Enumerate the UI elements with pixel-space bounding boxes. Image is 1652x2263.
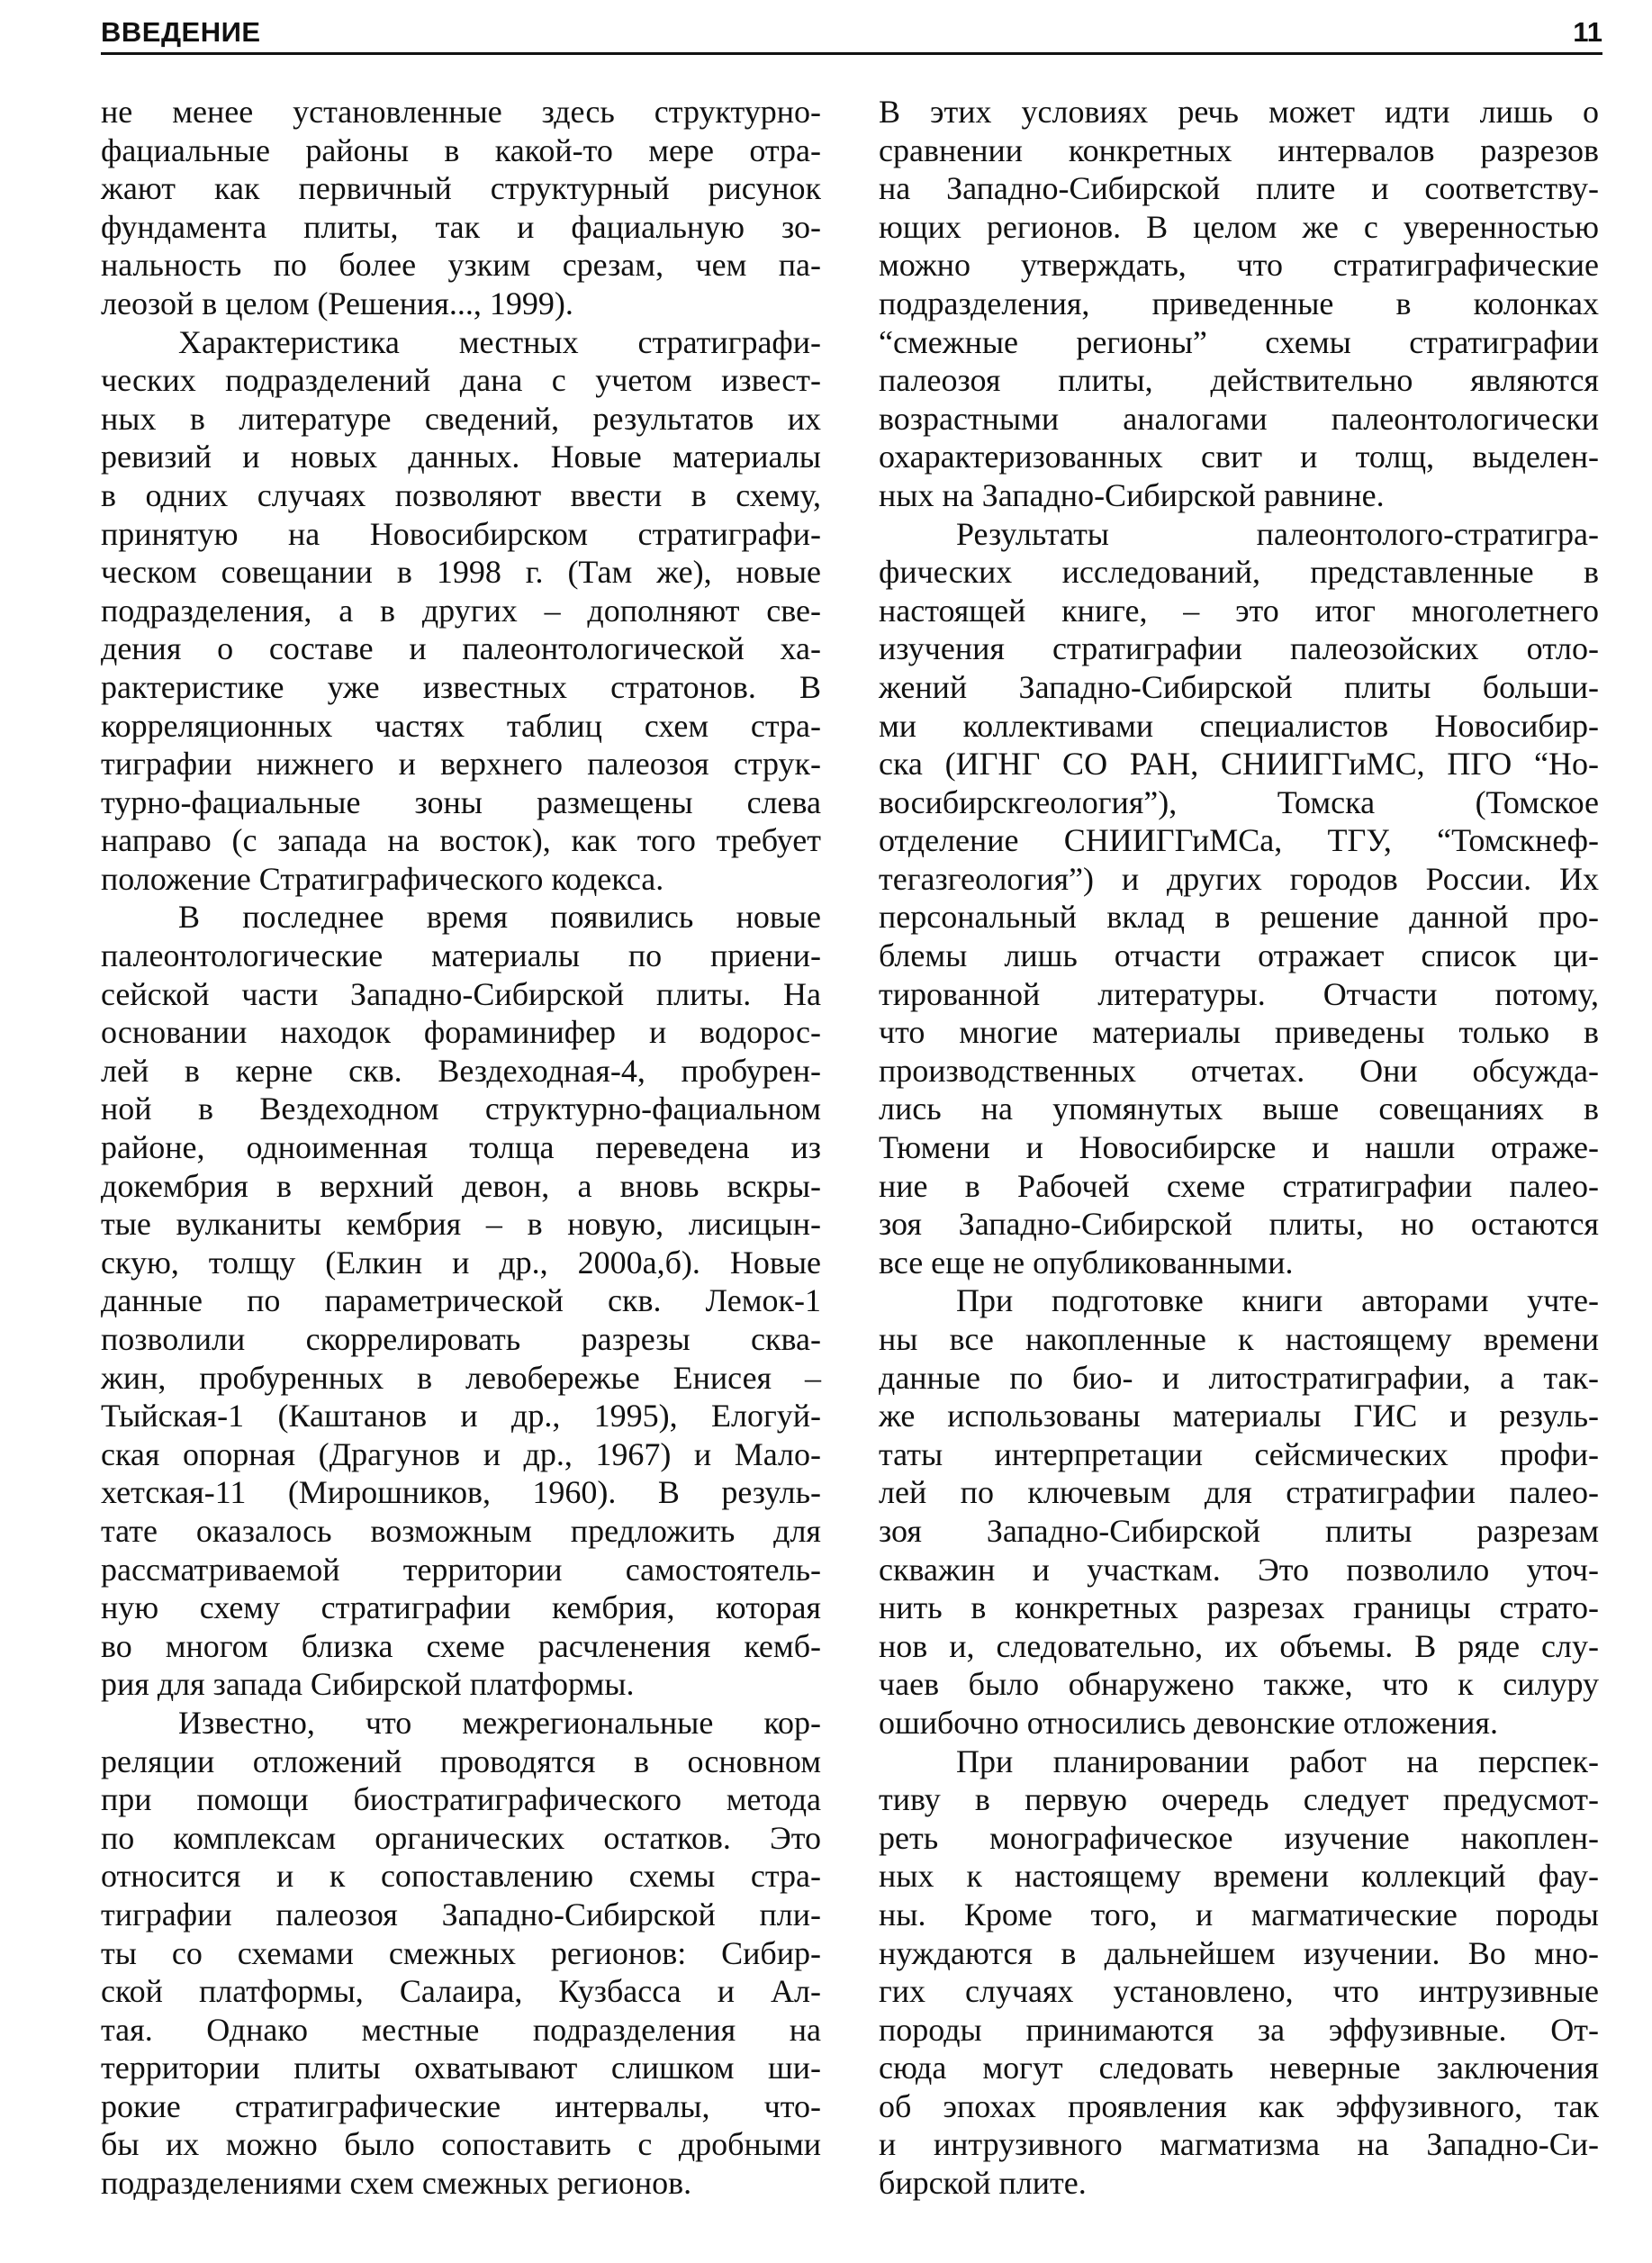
text-line: таты интерпретации сейсмических профи-	[879, 1435, 1599, 1472]
paragraph	[879, 93, 1599, 515]
text-line: ных в литературе сведений, результатов их	[101, 400, 821, 437]
text-line: ревизий и новых данных. Новые материалы	[101, 439, 821, 475]
text-line: при помощи биостратиграфического метода	[101, 1781, 821, 1818]
text-line: нить в конкретных разрезах границы страто-	[879, 1589, 1599, 1626]
text-line: подразделения, приведенные в колонках	[879, 285, 1599, 321]
text-line: не менее установленные здесь структурно-	[101, 94, 821, 130]
text-line: тегазгеология”) и других городов России. Их	[879, 860, 1599, 897]
paragraph	[879, 515, 1599, 1282]
text-line: тированной литературы. Отчасти потому,	[879, 975, 1599, 1012]
text-line: все еще не опубликованными.	[879, 1244, 1294, 1281]
text-line: лей по ключевым для стратиграфии палео-	[879, 1474, 1599, 1511]
text-line: ми коллективами специалистов Новосибир-	[879, 707, 1599, 744]
text-line: сравнении конкретных интервалов разрезов	[879, 131, 1599, 168]
text-line: направо (с запада на восток), как того требует	[101, 822, 821, 859]
text-line: сейской части Западно-Сибирской плиты. На	[101, 975, 821, 1012]
text-line: в одних случаях позволяют ввести в схему,	[101, 476, 821, 513]
text-line: тая. Однако местные подразделения на	[101, 2011, 821, 2048]
text-line: ческом совещании в 1998 г. (Там же), новые	[101, 554, 821, 591]
text-line: дения о составе и палеонтологической ха-	[101, 630, 821, 667]
text-line: фундамента плиты, так и фациальную зо-	[101, 208, 821, 245]
text-line: докембрия в верхний девон, а вновь вскры-	[101, 1167, 821, 1204]
text-line: персональный вклад в решение данной про-	[879, 899, 1599, 936]
text-line: При планировании работ на перспек-	[956, 1743, 1599, 1779]
text-line: скую, толщу (Елкин и др., 2000а,б). Новые	[101, 1244, 821, 1281]
text-line: жают как первичный структурный рисунок	[101, 170, 821, 207]
text-line: лись на упомянутых выше совещаниях в	[879, 1091, 1599, 1127]
text-line: ошибочно относились девонские отложения.	[879, 1704, 1498, 1741]
text-line: “смежные регионы” схемы стратиграфии	[879, 323, 1599, 360]
text-line: Характеристика местных стратиграфи-	[178, 323, 821, 360]
running-head	[101, 13, 1602, 55]
text-line: бирской плите.	[879, 2165, 1087, 2202]
text-line: тиграфии нижнего и верхнего палеозоя струк-	[101, 746, 821, 783]
text-line: жин, пробуренных в левобережье Енисея –	[101, 1359, 821, 1396]
text-line: ющих регионов. В целом же с уверенностью	[879, 208, 1599, 245]
text-line: можно утверждать, что стратиграфические	[879, 247, 1599, 284]
text-line: леозой в целом (Решения..., 1999).	[101, 285, 573, 321]
text-line: ных на Западно-Сибирской равнине.	[879, 476, 1385, 513]
text-line: данные по био- и литостратиграфии, а так-	[879, 1359, 1599, 1396]
text-line: тате оказалось возможным предложить для	[101, 1512, 821, 1549]
text-line: ны. Кроме того, и магматические породы	[879, 1896, 1599, 1933]
text-line: позволили скоррелировать разрезы сква-	[101, 1321, 821, 1357]
text-line: ную схему стратиграфии кембрия, которая	[101, 1589, 821, 1626]
text-line: ние в Рабочей схеме стратиграфии палео-	[879, 1167, 1599, 1204]
text-line: палеозоя плиты, действительно являются	[879, 362, 1599, 399]
text-line: ной в Вездеходном структурно-фациальном	[101, 1091, 821, 1127]
text-line: изучения стратиграфии палеозойских отло-	[879, 630, 1599, 667]
text-line: фических исследований, представленные в	[879, 554, 1599, 591]
text-line: основании находок фораминифер и водорос-	[101, 1014, 821, 1051]
text-line: Известно, что межрегиональные кор-	[178, 1704, 821, 1741]
text-line: зоя Западно-Сибирской плиты, но остаются	[879, 1206, 1599, 1243]
text-line: чаев было обнаружено также, что к силуру	[879, 1666, 1599, 1703]
text-line: реть монографическое изучение накоплен-	[879, 1819, 1599, 1856]
text-line: относится и к сопоставлению схемы стра-	[101, 1858, 821, 1895]
text-line: При подготовке книги авторами учте-	[956, 1282, 1599, 1319]
text-line: фациальные районы в какой-то мере отра-	[101, 131, 821, 168]
text-line: корреляционных частях таблиц схем стра-	[101, 707, 821, 744]
paragraph	[101, 323, 821, 899]
paragraph	[101, 898, 821, 1703]
paragraph	[879, 1743, 1599, 2203]
text-line: на Западно-Сибирской плите и соответству-	[879, 170, 1599, 207]
text-line: нов и, следовательно, их объемы. В ряде слу-	[879, 1627, 1599, 1664]
text-line: ны все накопленные к настоящему времени	[879, 1321, 1599, 1357]
text-line: ческих подразделений дана с учетом извест-	[101, 362, 821, 399]
text-line: что многие материалы приведены только в	[879, 1014, 1599, 1051]
text-line: во многом близка схеме расчленения кемб-	[101, 1627, 821, 1664]
text-line: тиву в первую очередь следует предусмот-	[879, 1781, 1599, 1818]
text-line: скважин и участкам. Это позволило уточ-	[879, 1551, 1599, 1588]
page-number: 11	[1573, 16, 1602, 48]
text-line: Тюмени и Новосибирске и нашли отраже-	[879, 1129, 1599, 1166]
text-line: подразделениями схем смежных регионов.	[101, 2165, 692, 2202]
text-line: рия для запада Сибирской платформы.	[101, 1666, 635, 1703]
text-line: и интрузивного магматизма на Западно-Си-	[879, 2126, 1599, 2163]
text-line: настоящей книге, – это итог многолетнего	[879, 592, 1599, 629]
text-line: ской платформы, Салаира, Кузбасса и Ал-	[101, 1973, 821, 2010]
text-line: сюда могут следовать неверные заключения	[879, 2050, 1599, 2086]
text-line: нальность по более узким срезам, чем па-	[101, 247, 821, 284]
text-line: рокие стратиграфические интервалы, что-	[101, 2087, 821, 2124]
text-line: подразделения, а в других – дополняют све-	[101, 592, 821, 629]
text-line: охарактеризованных свит и толщ, выделен-	[879, 439, 1599, 475]
text-line: тые вулканиты кембрия – в новую, лисицын-	[101, 1206, 821, 1243]
text-line: породы принимаются за эффузивные. От-	[879, 2011, 1599, 2048]
text-line: же использованы материалы ГИС и резуль-	[879, 1398, 1599, 1435]
text-line: данные по параметрической скв. Лемок-1	[101, 1282, 821, 1319]
text-line: ты со схемами смежных регионов: Сибир-	[101, 1934, 821, 1971]
text-line: хетская-11 (Мирошников, 1960). В резуль-	[101, 1474, 821, 1511]
paragraph	[879, 1281, 1599, 1742]
text-line: положение Стратиграфического кодекса.	[101, 860, 664, 897]
text-line: ска (ИГНГ СО РАН, СНИИГГиМС, ПГО “Но-	[879, 746, 1599, 783]
text-line: В этих условиях речь может идти лишь о	[879, 94, 1599, 130]
text-line: палеонтологические материалы по приени-	[101, 937, 821, 974]
text-line: рактеристике уже известных стратонов. В	[101, 668, 821, 705]
text-line: производственных отчетах. Они обсужда-	[879, 1052, 1599, 1089]
text-line: Тыйская-1 (Каштанов и др., 1995), Елогуй-	[101, 1398, 821, 1435]
text-line: гих случаях установлено, что интрузивные	[879, 1973, 1599, 2010]
text-line: принятую на Новосибирском стратиграфи-	[101, 515, 821, 552]
text-line: ская опорная (Драгунов и др., 1967) и Мало-	[101, 1435, 821, 1472]
text-line: возрастными аналогами палеонтологически	[879, 400, 1599, 437]
text-line: восибирскгеология”), Томска (Томское	[879, 783, 1599, 820]
text-line: бы их можно было сопоставить с дробными	[101, 2126, 821, 2163]
text-line: блемы лишь отчасти отражает список ци-	[879, 937, 1599, 974]
text-line: реляции отложений проводятся в основном	[101, 1743, 821, 1779]
text-line: лей в керне скв. Вездеходная-4, пробурен-	[101, 1052, 821, 1089]
text-line: Результаты палеонтолого-стратигра-	[956, 515, 1599, 552]
text-line: районе, одноименная толща переведена из	[101, 1129, 821, 1166]
paragraph	[101, 93, 821, 323]
left-text-column	[101, 93, 821, 2203]
text-line: территории плиты охватывают слишком ши-	[101, 2050, 821, 2086]
text-line: об эпохах проявления как эффузивного, так	[879, 2087, 1599, 2124]
text-line: нуждаются в дальнейшем изучении. Во мно-	[879, 1934, 1599, 1971]
right-text-column	[879, 93, 1599, 2203]
paragraph	[101, 1704, 821, 2203]
text-line: рассматриваемой территории самостоятель-	[101, 1551, 821, 1588]
text-line: турно-фациальные зоны размещены слева	[101, 783, 821, 820]
text-line: тиграфии палеозоя Западно-Сибирской пли-	[101, 1896, 821, 1933]
section-title: ВВЕДЕНИЕ	[101, 16, 261, 48]
text-line: жений Западно-Сибирской плиты больши-	[879, 668, 1599, 705]
text-line: отделение СНИИГГиМСа, ТГУ, “Томскнеф-	[879, 822, 1599, 859]
text-line: зоя Западно-Сибирской плиты разрезам	[879, 1512, 1599, 1549]
text-line: В последнее время появились новые	[178, 899, 821, 936]
text-line: по комплексам органических остатков. Это	[101, 1819, 821, 1856]
text-line: ных к настоящему времени коллекций фау-	[879, 1858, 1599, 1895]
